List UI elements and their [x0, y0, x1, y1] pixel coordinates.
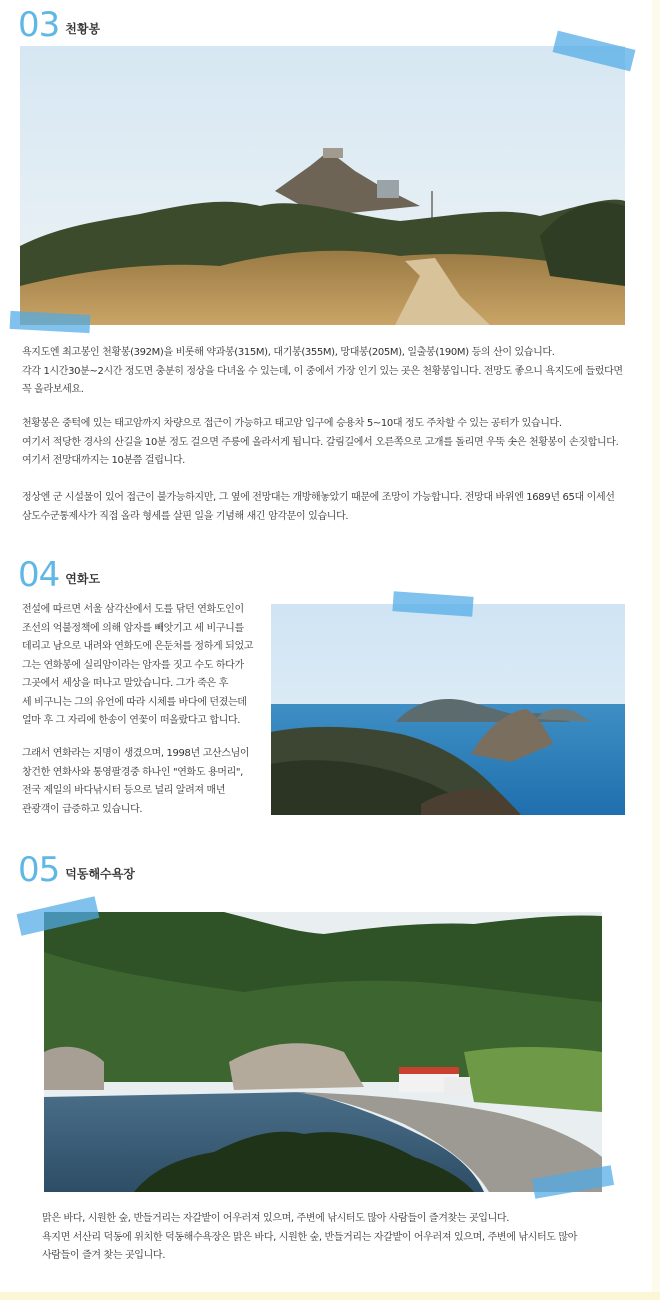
bottom-margin-band: [0, 1292, 660, 1300]
section-03-number: 03: [18, 5, 60, 45]
section-04-paragraph-1: 전설에 따르면 서울 삼각산에서 도를 닦던 연화도인이 조선의 억불정책에 의해 암자를 빼앗기고 세 비구니를 데리고 남으로 내려와 연화도에 은둔처를 정하게 되었고 그는 연화봉에 실리암이라는 암자를 짓고 수도 하다가 그곳에서 세상을 떠나고 말았습니다. 그가 죽은 후 세 비구니는 그의 유언에 따라 시체를 바다에 던졌는데 얼마 후 그 자리에 한송이 연꽃이 떠올랐다고 합니다.: [22, 604, 254, 726]
section-05-paragraph-1: 맑은 바다, 시원한 숲, 반들거리는 자갈밭이 어우러져 있으며, 주변에 낚시터도 많아 사람들이 즐겨찾는 곳입니다. 욕지면 서산리 덕동에 위치한 덕동해수욕장은 맑은 바다, 시원한 숲, 반들거리는 자갈밭이 어우러져 있으며, 주변에 낚시터도 많아 사람들이 즐겨 찾는 곳입니다.: [42, 1213, 578, 1261]
cheonhwangbong-photo: [20, 46, 625, 325]
section-03-paragraph-1: 욕지도엔 최고봉인 천황봉(392M)을 비롯해 약과봉(315M), 대기봉(355M), 망대봉(205M), 일출봉(190M) 등의 산이 있습니다. 각각 1시간30분~2시간 정도면 충분히 정상을 다녀올 수 있는데, 이 중에서 가장 인기 있는 곳은 천황봉입니다. 전망도 좋으니 욕지도에 들렀다면 꼭 올라보세요.: [22, 347, 623, 395]
section-05-title: 덕동해수욕장: [65, 867, 135, 881]
section-04-number: 04: [18, 555, 60, 595]
right-margin-band: [652, 0, 660, 1292]
section-03-paragraph-3: 정상엔 군 시설물이 있어 접근이 불가능하지만, 그 옆에 전망대는 개방해놓았기 때문에 조망이 가능합니다. 전망대 바위엔 1689년 65대 이세선 삼도수군통제사가 직접 올라 형세를 살핀 일을 기념해 새긴 암각문이 있습니다.: [22, 492, 615, 522]
section-04-header: [18, 555, 101, 595]
section-03-header: [18, 5, 101, 45]
section-03-paragraph-2: 천황봉은 중턱에 있는 태고암까지 차량으로 접근이 가능하고 태고암 입구에 승용차 5~10대 정도 주차할 수 있는 공터가 있습니다. 여기서 적당한 경사의 산길을 10분 정도 걸으면 주릉에 올라서게 됩니다. 갈림길에서 오른쪽으로 고개를 돌리면 우뚝 솟은 천황봉이 손짓합니다. 여기서 전망대까지는 10분쯤 걸립니다.: [22, 418, 619, 466]
section-05-header: [18, 850, 135, 890]
section-04-paragraph-2: 그래서 연화라는 지명이 생겼으며, 1998년 고산스님이 창건한 연화사와 통영팔경중 하나인 "연화도 용머리", 전국 제일의 바다낚시터 등으로 널리 알려져 매년 관광객이 급증하고 있습니다.: [22, 748, 250, 815]
section-04-title: 연화도: [65, 572, 101, 586]
deokdong-beach-photo: [44, 912, 602, 1192]
tape-decoration: [10, 311, 91, 333]
section-05-number: 05: [18, 850, 60, 890]
yeonhwado-photo: [271, 604, 625, 815]
section-03-title: 천황봉: [65, 22, 101, 36]
